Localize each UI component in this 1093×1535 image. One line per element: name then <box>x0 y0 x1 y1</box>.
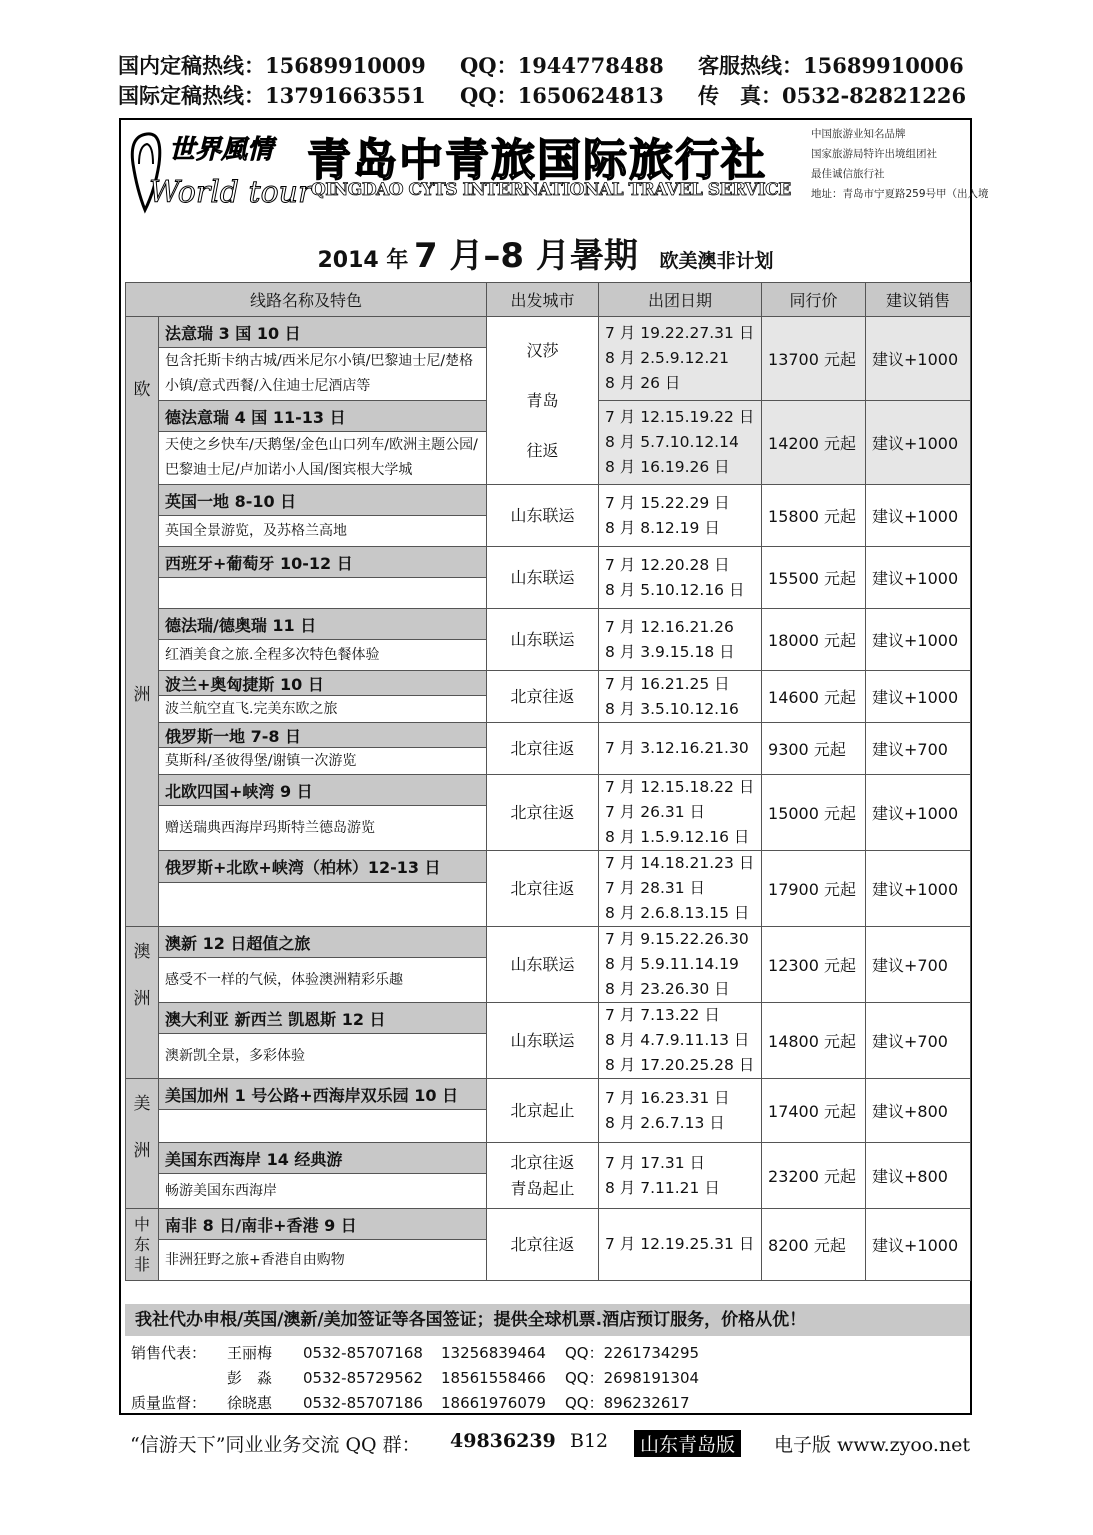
tour-dates <box>599 671 762 723</box>
route-name: 波兰+奥匈捷斯 10 日 <box>159 671 487 696</box>
departure-city: 山东联运 <box>487 609 599 671</box>
route-features: 莫斯科/圣彼得堡/谢镇一次游览 <box>159 748 487 775</box>
date-line: 7 月 12.19.25.31 日 <box>605 1235 755 1253</box>
sales-label: 销售代表： <box>131 1344 207 1362</box>
date-line: 7 月 9.15.22.26.30 <box>605 930 749 948</box>
route-name: 英国一地 8-10 日 <box>159 485 487 516</box>
region-label: 洲 <box>133 989 151 1009</box>
peer-price: 18000 元起 <box>762 609 866 671</box>
qq-group-number: 49836239 <box>450 1430 556 1452</box>
route-features <box>159 882 487 926</box>
peer-price: 8200 元起 <box>762 1209 866 1281</box>
city-label: 青岛 <box>526 390 559 410</box>
company-info-line: 地址：青岛市宁夏路259号甲（出入境 <box>811 188 989 200</box>
departure-city <box>487 317 599 485</box>
table-row <box>126 927 971 958</box>
date-line: 8 月 3.5.10.12.16 <box>605 699 739 718</box>
region-label: 欧 <box>133 380 151 400</box>
company-info-line: 最佳诚信旅行社 <box>811 168 885 180</box>
route-features: 赠送瑞典西海岸玛斯特兰德岛游览 <box>159 806 487 851</box>
suggested-price: 建议+700 <box>866 723 971 775</box>
tour-dates <box>599 1079 762 1143</box>
intl-qq: QQ：1650624813 <box>460 83 664 108</box>
route-name: 法意瑞 3 国 10 日 <box>159 317 487 348</box>
table-row <box>126 317 971 348</box>
company-info <box>811 124 989 204</box>
date-line: 7 月 14.18.21.23 日 <box>605 854 755 872</box>
company-info-line: 国家旅游局特许出境组团社 <box>811 148 937 160</box>
tour-dates <box>599 1003 762 1079</box>
region-europe <box>126 317 159 927</box>
route-name: 俄罗斯一地 7-8 日 <box>159 723 487 748</box>
suggested-price: 建议+700 <box>866 1003 971 1079</box>
date-line: 7 月 12.16.21.26 <box>605 617 734 636</box>
table-header <box>126 283 971 317</box>
date-line: 8 月 1.5.9.12.16 日 <box>605 828 750 846</box>
peer-price: 23200 元起 <box>762 1143 866 1209</box>
fax-number: 传 真：0532-82821226 <box>698 83 967 108</box>
departure-city: 北京起止 <box>487 1079 599 1143</box>
date-line: 8 月 16.19.26 日 <box>605 458 730 476</box>
table-row <box>126 1003 971 1034</box>
region-label: 洲 <box>133 1141 151 1161</box>
suggested-price: 建议+1000 <box>866 317 971 401</box>
peer-price: 15500 元起 <box>762 547 866 609</box>
table-row <box>126 547 971 578</box>
route-name: 德法意瑞 4 国 11-13 日 <box>159 401 487 432</box>
quality-label: 质量监督： <box>131 1394 207 1412</box>
contact-mobile: 13256839464 <box>441 1344 546 1362</box>
departure-city: 山东联运 <box>487 485 599 547</box>
departure-city: 北京往返 <box>487 723 599 775</box>
table-row <box>126 671 971 696</box>
contact-qq: QQ：2261734295 <box>565 1344 700 1362</box>
suggested-price: 建议+1000 <box>866 547 971 609</box>
world-tour-logo <box>125 124 313 214</box>
peer-price: 12300 元起 <box>762 927 866 1003</box>
departure-city: 北京往返 <box>487 775 599 851</box>
table-row <box>126 1079 971 1110</box>
route-name: 澳大利亚 新西兰 凯恩斯 12 日 <box>159 1003 487 1034</box>
route-name: 北欧四国+峡湾 9 日 <box>159 775 487 806</box>
departure-city <box>487 1143 599 1209</box>
date-line: 7 月 12.15.18.22 日 <box>605 778 755 796</box>
date-line: 7 月 17.31 日 <box>605 1153 706 1172</box>
domestic-hotline: 国内定稿热线：15689910009 <box>118 53 426 78</box>
departure-city: 山东联运 <box>487 547 599 609</box>
date-line: 8 月 2.6.7.13 日 <box>605 1113 725 1132</box>
suggested-price: 建议+1000 <box>866 1209 971 1281</box>
suggested-price: 建议+1000 <box>866 851 971 927</box>
date-line: 8 月 7.11.21 日 <box>605 1178 720 1197</box>
tour-dates <box>599 485 762 547</box>
contact-name: 王丽梅 <box>227 1344 273 1362</box>
date-line: 8 月 5.10.12.16 日 <box>605 580 745 599</box>
company-info-line: 中国旅游业知名品牌 <box>811 128 906 140</box>
contact-qq: QQ：2698191304 <box>565 1369 700 1387</box>
table-row <box>126 1209 971 1240</box>
company-name-cn: 青岛中青旅国际旅行社 <box>307 135 767 186</box>
plan-months: 7 月–8 月暑期 <box>413 236 638 276</box>
date-line: 8 月 3.9.15.18 日 <box>605 642 735 661</box>
tour-dates <box>599 775 762 851</box>
table-row <box>126 723 971 748</box>
city-label: 青岛起止 <box>510 1178 575 1198</box>
date-line: 7 月 7.13.22 日 <box>605 1006 720 1024</box>
departure-city: 北京往返 <box>487 671 599 723</box>
tour-dates <box>599 927 762 1003</box>
route-table <box>125 282 971 1281</box>
date-line: 7 月 12.20.28 日 <box>605 555 730 574</box>
peer-price: 15000 元起 <box>762 775 866 851</box>
contact-tel: 0532-85729562 <box>303 1369 423 1387</box>
route-name: 南非 8 日/南非+香港 9 日 <box>159 1209 487 1240</box>
route-features: 包含托斯卡纳古城/西米尼尔小镇/巴黎迪士尼/楚格小镇/意式西餐/入住迪士尼酒店等 <box>159 348 487 401</box>
departure-city: 山东联运 <box>487 927 599 1003</box>
date-line: 8 月 26 日 <box>605 374 681 392</box>
date-line: 7 月 26.31 日 <box>605 803 706 821</box>
region-mideast-africa: 中东非 <box>126 1209 159 1281</box>
tour-dates <box>599 1209 762 1281</box>
tour-dates <box>599 401 762 485</box>
suggested-price: 建议+700 <box>866 927 971 1003</box>
tour-dates <box>599 609 762 671</box>
region-america <box>126 1079 159 1209</box>
route-name: 美国东西海岸 14 经典游 <box>159 1143 487 1174</box>
region-label: 澳 <box>133 942 151 962</box>
date-line: 8 月 23.26.30 日 <box>605 980 730 998</box>
table-row <box>126 851 971 883</box>
date-line: 8 月 2.6.8.13.15 日 <box>605 904 750 922</box>
date-line: 8 月 4.7.9.11.13 日 <box>605 1031 750 1049</box>
city-label: 汉莎 <box>526 340 559 360</box>
peer-price: 9300 元起 <box>762 723 866 775</box>
plan-subtitle: 欧美澳非计划 <box>659 250 774 272</box>
peer-price: 13700 元起 <box>762 317 866 401</box>
main-frame <box>119 118 989 1415</box>
departure-city: 山东联运 <box>487 1003 599 1079</box>
peer-price: 17900 元起 <box>762 851 866 927</box>
date-line: 7 月 28.31 日 <box>605 879 706 897</box>
route-name: 西班牙+葡萄牙 10-12 日 <box>159 547 487 578</box>
route-features: 感受不一样的气候，体验澳洲精彩乐趣 <box>159 958 487 1003</box>
peer-price: 14800 元起 <box>762 1003 866 1079</box>
header-price: 同行价 <box>762 283 866 317</box>
region-label: 洲 <box>133 685 151 705</box>
contact-name: 彭 淼 <box>227 1369 273 1387</box>
departure-city: 北京往返 <box>487 1209 599 1281</box>
edition-badge: 山东青岛版 <box>634 1430 741 1457</box>
route-features <box>159 1110 487 1143</box>
contact-name: 徐晓惠 <box>227 1394 273 1412</box>
header-route: 线路名称及特色 <box>126 283 487 317</box>
route-features: 波兰航空直飞.完美东欧之旅 <box>159 696 487 723</box>
date-line: 8 月 2.5.9.12.21 <box>605 349 729 367</box>
date-line: 8 月 8.12.19 日 <box>605 518 720 537</box>
route-features: 天使之乡快车/天鹅堡/金色山口列车/欧洲主题公园/巴黎迪士尼/卢加诺小人国/图宾根大学城 <box>159 432 487 485</box>
route-table-wrap <box>125 282 970 1281</box>
peer-price: 14600 元起 <box>762 671 866 723</box>
suggested-price: 建议+1000 <box>866 609 971 671</box>
tour-dates <box>599 851 762 927</box>
route-features: 红酒美食之旅.全程多次特色餐体验 <box>159 640 487 671</box>
route-features: 非洲狂野之旅+香港自由购物 <box>159 1240 487 1281</box>
suggested-price: 建议+1000 <box>866 485 971 547</box>
tour-dates <box>599 723 762 775</box>
contact-tel: 0532-85707168 <box>303 1344 423 1362</box>
route-features: 畅游美国东西海岸 <box>159 1174 487 1209</box>
logo-cn-text: 世界風情 <box>169 135 274 165</box>
tour-dates <box>599 1143 762 1209</box>
page-number: B12 <box>570 1430 609 1452</box>
suggested-price: 建议+800 <box>866 1079 971 1143</box>
suggested-price: 建议+1000 <box>866 775 971 851</box>
route-features <box>159 578 487 609</box>
date-line: 7 月 19.22.27.31 日 <box>605 324 755 342</box>
header-city: 出发城市 <box>487 283 599 317</box>
city-label: 北京往返 <box>510 1152 575 1172</box>
route-features: 英国全景游览，及苏格兰高地 <box>159 516 487 547</box>
plan-title <box>121 228 970 277</box>
header-suggest: 建议销售 <box>866 283 971 317</box>
tour-dates <box>599 547 762 609</box>
date-line: 8 月 5.7.10.12.14 <box>605 433 739 451</box>
peer-price: 17400 元起 <box>762 1079 866 1143</box>
company-name-en: QINGDAO CYTS INTERNATIONAL TRAVEL SERVICE <box>311 180 791 200</box>
intl-hotline: 国际定稿热线：13791663551 <box>118 83 426 108</box>
city-label: 往返 <box>526 440 559 460</box>
site-link[interactable]: 电子版 www.zyoo.net <box>774 1434 971 1456</box>
date-line: 8 月 17.20.25.28 日 <box>605 1056 755 1074</box>
peer-price: 15800 元起 <box>762 485 866 547</box>
contact-mobile: 18661976079 <box>441 1394 546 1412</box>
contact-mobile: 18561558466 <box>441 1369 546 1387</box>
date-line: 7 月 16.21.25 日 <box>605 674 730 693</box>
contact-tel: 0532-85707186 <box>303 1394 423 1412</box>
table-row <box>126 609 971 640</box>
tour-dates <box>599 317 762 401</box>
service-hotline: 客服热线：15689910006 <box>698 53 964 78</box>
table-row <box>126 485 971 516</box>
header-dates: 出团日期 <box>599 283 762 317</box>
region-label: 美 <box>133 1094 151 1114</box>
date-line: 7 月 12.15.19.22 日 <box>605 408 755 426</box>
route-name: 美国加州 1 号公路+西海岸双乐园 10 日 <box>159 1079 487 1110</box>
route-name: 德法瑞/德奥瑞 11 日 <box>159 609 487 640</box>
date-line: 8 月 5.9.11.14.19 <box>605 955 739 973</box>
contact-qq: QQ：896232617 <box>565 1394 690 1412</box>
departure-city: 北京往返 <box>487 851 599 927</box>
table-row <box>126 775 971 806</box>
date-line: 7 月 16.23.31 日 <box>605 1088 730 1107</box>
route-name: 俄罗斯+北欧+峡湾（柏林）12-13 日 <box>159 851 487 883</box>
qq-group-label: “信游天下”同业业务交流 QQ 群： <box>130 1434 421 1456</box>
visa-service-note: 我社代办申根/英国/澳新/美加签证等各国签证；提供全球机票.酒店预订服务，价格从优！ <box>125 1304 970 1336</box>
route-features: 澳新凯全景，多彩体验 <box>159 1034 487 1079</box>
peer-price: 14200 元起 <box>762 401 866 485</box>
date-line: 7 月 15.22.29 日 <box>605 493 730 512</box>
logo-en-text: World tour <box>149 175 313 210</box>
route-name: 澳新 12 日超值之旅 <box>159 927 487 958</box>
suggested-price: 建议+1000 <box>866 671 971 723</box>
suggested-price: 建议+800 <box>866 1143 971 1209</box>
date-line: 7 月 3.12.16.21.30 <box>605 739 749 757</box>
region-oceania <box>126 927 159 1079</box>
plan-year: 2014 年 <box>317 248 409 273</box>
table-row <box>126 1143 971 1174</box>
domestic-qq: QQ：1944778488 <box>460 53 664 78</box>
suggested-price: 建议+1000 <box>866 401 971 485</box>
